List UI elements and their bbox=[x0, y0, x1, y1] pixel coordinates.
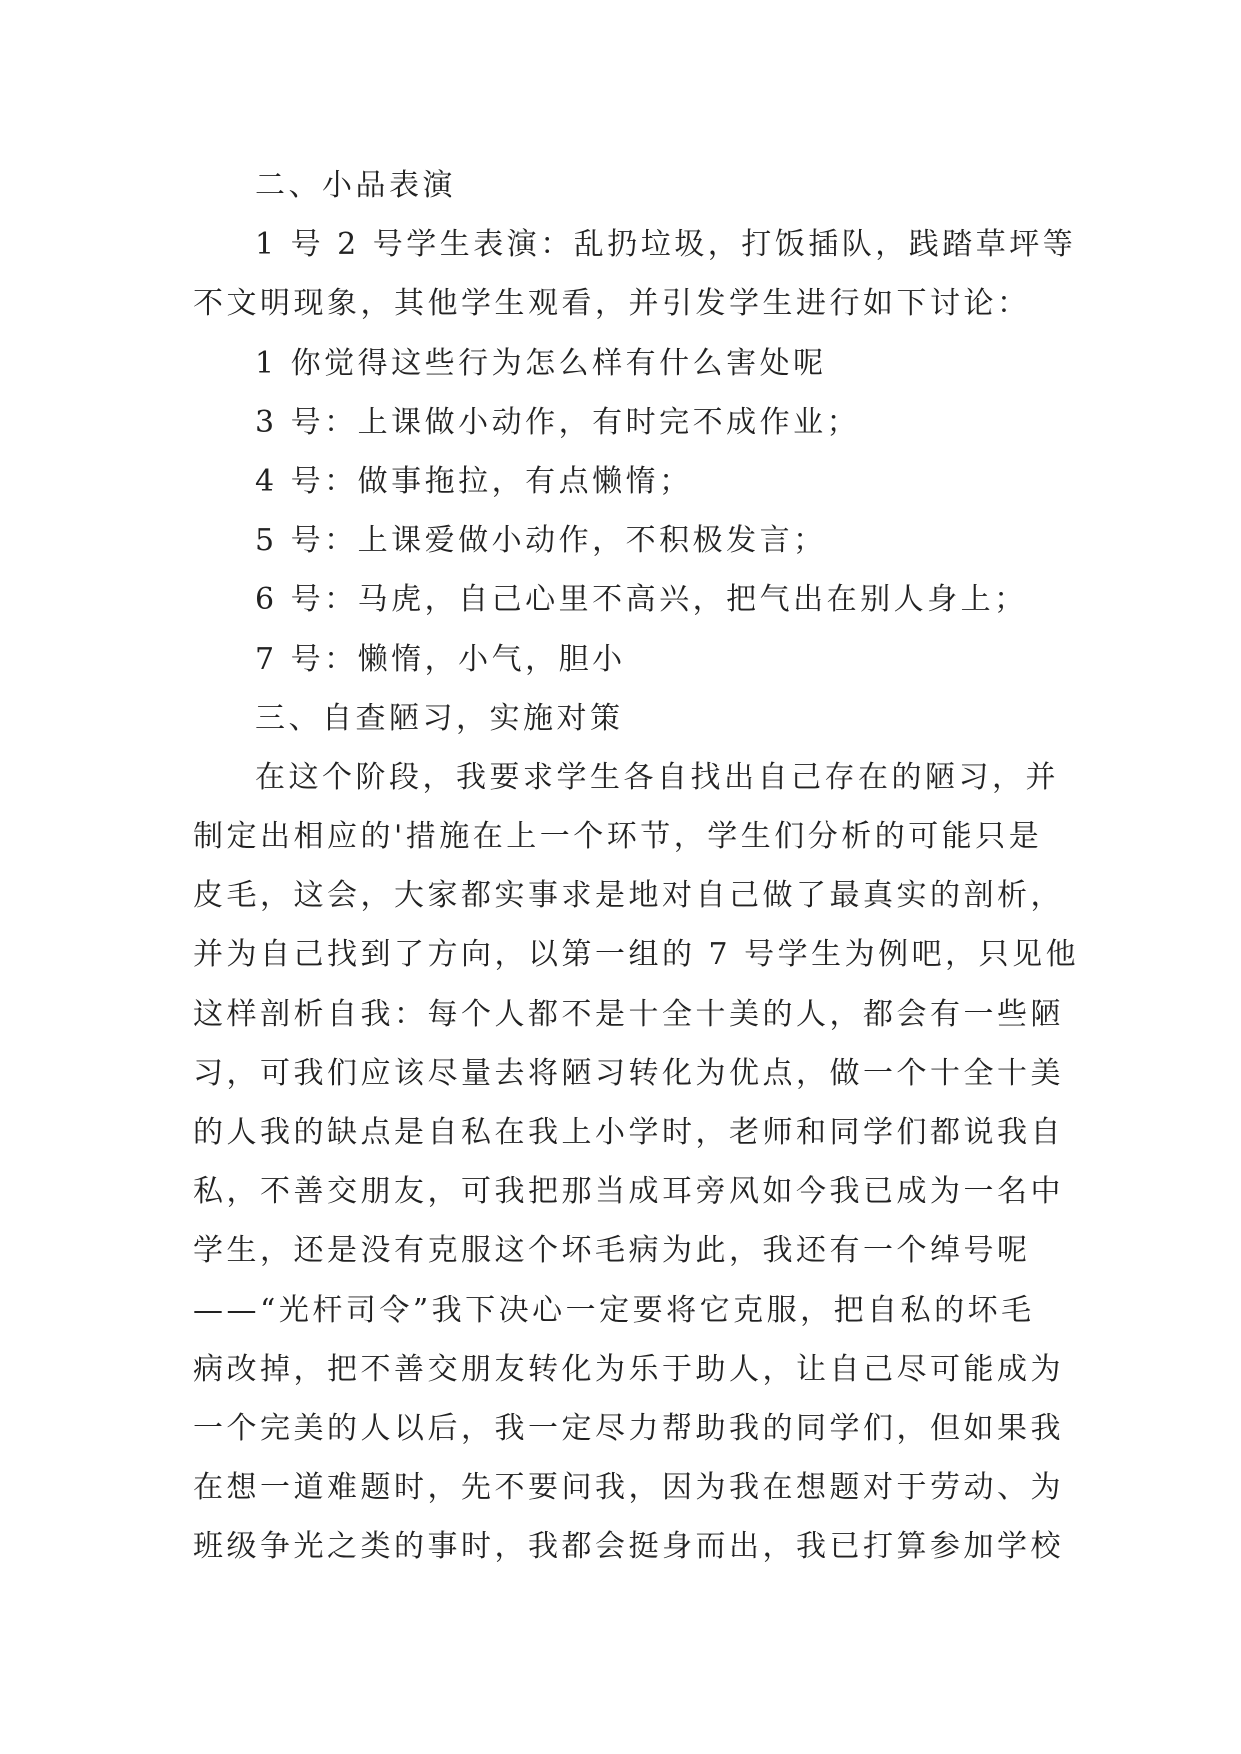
paragraph-line: ——“光杆司令”我下决心一定要将它克服，把自私的坏毛 bbox=[193, 1292, 1035, 1328]
paragraph-line: 一个完美的人以后，我一定尽力帮助我的同学们，但如果我 bbox=[193, 1410, 1064, 1446]
paragraph-line: 学生，还是没有克服这个坏毛病为此，我还有一个绰号呢 bbox=[193, 1233, 1031, 1269]
list-item: 4 号：做事拖拉，有点懒惰； bbox=[255, 463, 693, 499]
paragraph-line: 在想一道难题时，先不要问我，因为我在想题对于劳动、为 bbox=[193, 1470, 1064, 1506]
paragraph-line: 习，可我们应该尽量去将陋习转化为优点，做一个十全十美 bbox=[193, 1055, 1064, 1091]
paragraph-line: 病改掉，把不善交朋友转化为乐于助人，让自己尽可能成为 bbox=[193, 1351, 1064, 1387]
paragraph-line: 制定出相应的'措施在上一个环节，学生们分析的可能只是 bbox=[193, 819, 1043, 855]
list-item: 6 号：马虎，自己心里不高兴，把气出在别人身上； bbox=[255, 582, 1028, 618]
list-item: 5 号：上课爱做小动作，不积极发言； bbox=[255, 523, 827, 559]
list-item: 7 号：懒惰，小气，胆小 bbox=[255, 641, 626, 677]
section-heading-self-check: 三、自查陋习，实施对策 bbox=[255, 700, 624, 736]
document-body bbox=[193, 156, 1080, 1577]
paragraph-line: 私，不善交朋友，可我把那当成耳旁风如今我已成为一名中 bbox=[193, 1174, 1064, 1210]
paragraph-line: 1 号 2 号学生表演：乱扔垃圾，打饭插队，践踏草坪等 bbox=[255, 227, 1077, 263]
paragraph-line: 这样剖析自我：每个人都不是十全十美的人，都会有一些陋 bbox=[193, 996, 1064, 1032]
paragraph-line: 皮毛，这会，大家都实事求是地对自己做了最真实的剖析， bbox=[193, 878, 1064, 914]
list-item: 3 号：上课做小动作，有时完不成作业； bbox=[255, 404, 861, 440]
paragraph-line: 班级争光之类的事时，我都会挺身而出，我已打算参加学校 bbox=[193, 1529, 1064, 1565]
section-heading-skit: 二、小品表演 bbox=[255, 168, 456, 203]
paragraph-line: 的人我的缺点是自私在我上小学时，老师和同学们都说我自 bbox=[193, 1115, 1064, 1150]
paragraph-line: 并为自己找到了方向，以第一组的 7 号学生为例吧，只见他 bbox=[193, 937, 1080, 973]
paragraph-line: 不文明现象，其他学生观看，并引发学生进行如下讨论： bbox=[193, 286, 1031, 322]
paragraph-line: 1 你觉得这些行为怎么样有什么害处呢 bbox=[255, 345, 827, 381]
paragraph-line: 在这个阶段，我要求学生各自找出自己存在的陋习，并 bbox=[255, 759, 1059, 795]
